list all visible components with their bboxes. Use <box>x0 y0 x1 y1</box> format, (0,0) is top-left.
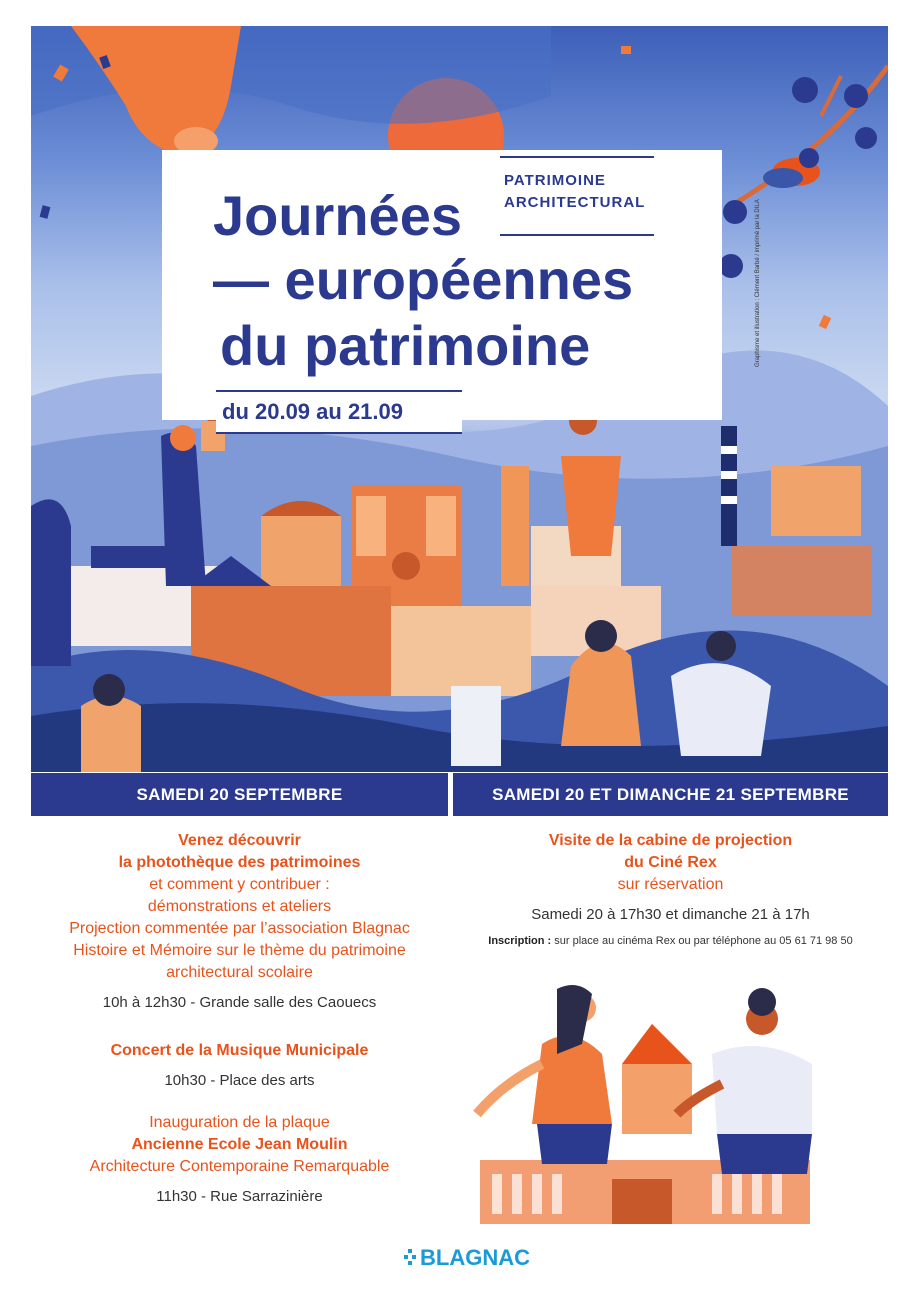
date-text: du 20.09 au 21.09 <box>222 399 403 424</box>
logo-text: BLAGNAC <box>420 1245 530 1270</box>
event1-line-1: et comment y contribuer : <box>149 876 330 893</box>
header-saturday: SAMEDI 20 SEPTEMBRE <box>31 773 448 816</box>
snowflake-icon <box>402 1247 418 1269</box>
title-line-3: du patrimoine <box>220 314 591 377</box>
event1-line-4: Histoire et Mémoire sur le thème du patrimoine <box>73 942 406 959</box>
event1-line-5: architectural scolaire <box>166 964 313 981</box>
date-box <box>216 390 462 434</box>
title-line-2: — européennes <box>213 248 634 311</box>
inscription-label: Inscription : <box>488 935 552 947</box>
event1-line-3: Projection commentée par l’association Blagnac <box>69 920 410 937</box>
cine-title-2: du Ciné Rex <box>624 854 717 871</box>
header-weekend: SAMEDI 20 ET DIMANCHE 21 SEPTEMBRE <box>453 773 888 816</box>
title-line-1: Journées <box>213 184 462 247</box>
event1-time: 10h à 12h30 - Grande salle des Caouecs <box>102 994 377 1011</box>
right-column <box>453 830 888 952</box>
cine-title-1: Visite de la cabine de projection <box>548 832 793 849</box>
event2-time: 10h30 - Place des arts <box>164 1072 315 1089</box>
event1-title-2: la photothèque des patrimoines <box>118 854 361 871</box>
tag-line-2: ARCHITECTURAL <box>504 194 646 211</box>
people-illustration <box>462 984 862 1230</box>
event3-line-2: Architecture Contemporaine Remarquable <box>89 1158 390 1175</box>
tag-box <box>500 156 654 236</box>
credit-text: Graphisme et illustration : Clément Barbé / imprimé par la DILA <box>755 199 761 367</box>
event2-title: Concert de la Musique Municipale <box>110 1042 369 1059</box>
event3-time: 11h30 - Rue Sarrazinière <box>156 1188 323 1205</box>
event3-line-1: Inauguration de la plaque <box>149 1114 330 1131</box>
inscription <box>453 930 888 952</box>
cine-sub: sur réservation <box>617 876 724 893</box>
cine-time: Samedi 20 à 17h30 et dimanche 21 à 17h <box>531 906 810 923</box>
tag-line-1: PATRIMOINE <box>504 172 606 189</box>
blagnac-logo <box>402 1245 530 1271</box>
inscription-text: sur place au cinéma Rex ou par téléphone au 05 61 71 98 50 <box>551 935 853 947</box>
event1-line-2: démonstrations et ateliers <box>147 898 332 915</box>
event3-title: Ancienne Ecole Jean Moulin <box>131 1136 348 1153</box>
event1-title-1: Venez découvrir <box>178 832 301 849</box>
left-column <box>31 830 448 1208</box>
